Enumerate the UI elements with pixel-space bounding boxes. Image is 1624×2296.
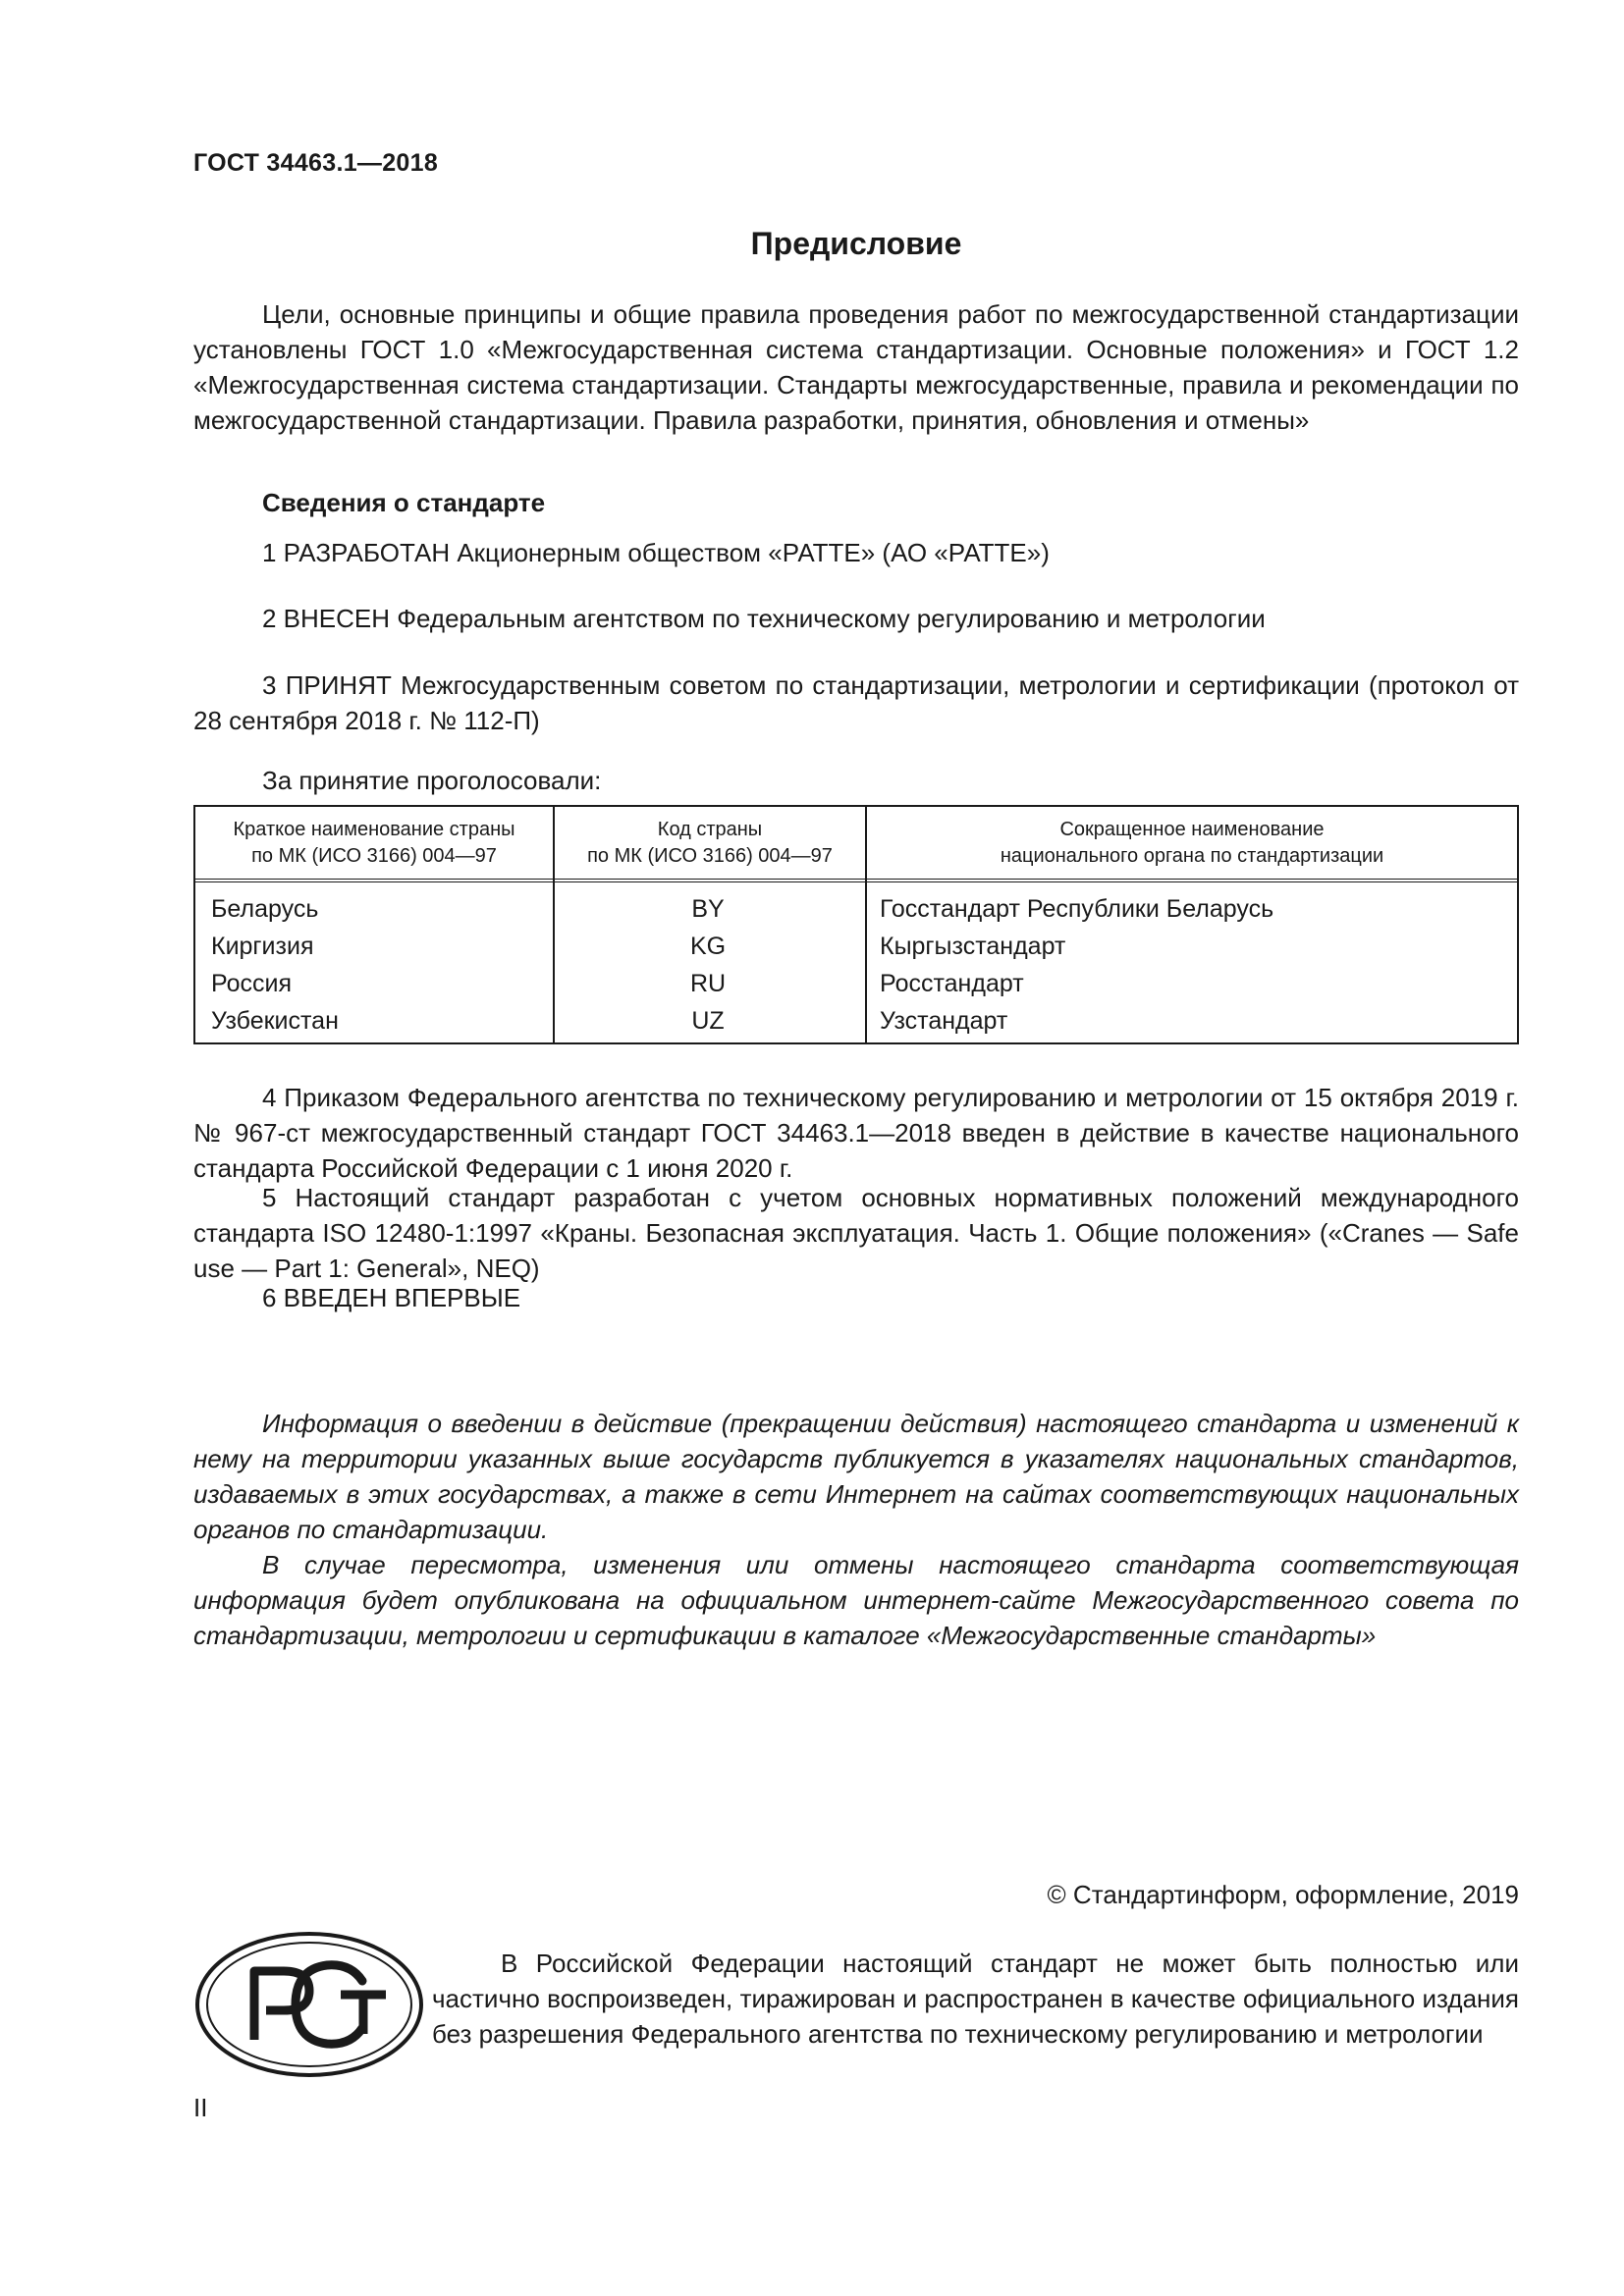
copyright-line: © Стандартинформ, оформление, 2019 xyxy=(1047,1880,1519,1909)
intro-paragraph: Цели, основные принципы и общие правила проведения работ по межгосударственной стандартизации установлены ГОСТ 1.0 «Межгосударственная система стандартизации. Основные положения» и ГОСТ 1.2 «Межгосударственная система стандартизации. Стандарты межгосударственные, правила и рекомендации по межгосударственной стандартизации. Правила разработки, принятия, обновления и отмены» xyxy=(193,299,1519,435)
item-adopted: 3 ПРИНЯТ Межгосударственным советом по стандартизации, метрологии и сертификации (протокол от 28 сентября 2018 г. № 112-П) xyxy=(193,670,1519,735)
column-header-line: по МК (ИСО 3166) 004—97 xyxy=(251,845,497,867)
body-cell: Госстандарт Республики Беларусь xyxy=(880,895,1274,923)
voting-table xyxy=(193,805,1519,1044)
rights-notice: В Российской Федерации настоящий стандарт не может быть полностью или частично воспроизведен, тиражирован и распространен в качестве официального издания без разрешения Федерального агентства по техническому регулированию и метрологии xyxy=(432,1949,1519,2049)
code-cell: KG xyxy=(689,933,727,960)
item-developed: 1 РАЗРАБОТАН Акционерным обществом «РАТТЕ» (АО «РАТТЕ») xyxy=(262,538,1050,567)
rst-logo-icon xyxy=(193,1930,425,2079)
column-header-line: по МК (ИСО 3166) 004—97 xyxy=(587,845,833,867)
note-information: Информация о введении в действие (прекращении действия) настоящего стандарта и изменений к нему на территории указанных выше государств публикуется в указателях национальных стандартов, издаваемых в этих государствах, а также в сети Интернет на сайтах соответствующих национальных органов по стандартизации. xyxy=(193,1409,1519,1544)
country-cell: Узбекистан xyxy=(211,1007,339,1035)
country-cell: Киргизия xyxy=(211,933,314,960)
item-based-on: 5 Настоящий стандарт разработан с учетом основных нормативных положений международного стандарта ISO 12480-1:1997 «Краны. Безопасная эксплуатация. Часть 1. Общие положения» («Cranes — Safe use — Part 1: General», NEQ) xyxy=(193,1183,1519,1283)
column-header-line: Код страны xyxy=(657,819,763,840)
note-revision: В случае пересмотра, изменения или отмены настоящего стандарта соответствующая информация будет опубликована на официальном интернет-сайте Межгосударственного совета по стандартизации, метрологии и сертификации в каталоге «Межгосударственные стандарты» xyxy=(193,1550,1519,1650)
body-cell: Кыргызстандарт xyxy=(880,933,1066,960)
code-cell: BY xyxy=(691,895,725,923)
body-cell: Узстандарт xyxy=(880,1007,1008,1035)
country-cell: Беларусь xyxy=(211,895,319,923)
column-header-code xyxy=(555,817,865,870)
page-number: II xyxy=(193,2093,208,2122)
column-header-body xyxy=(867,817,1517,870)
column-header-country xyxy=(195,817,553,870)
code-cell: RU xyxy=(689,970,727,997)
table-row xyxy=(195,890,1517,928)
document-id-header: ГОСТ 34463.1—2018 xyxy=(193,149,439,177)
column-header-line: Краткое наименование страны xyxy=(233,819,515,840)
info-heading: Сведения о стандарте xyxy=(262,488,546,517)
voted-label: За принятие проголосовали: xyxy=(262,766,602,795)
code-cell: UZ xyxy=(691,1007,725,1035)
table-row xyxy=(195,928,1517,965)
body-cell: Росстандарт xyxy=(880,970,1024,997)
item-submitted: 2 ВНЕСЕН Федеральным агентством по техническому регулированию и метрологии xyxy=(262,604,1266,633)
column-header-line: национального органа по стандартизации xyxy=(1000,845,1384,867)
item-order: 4 Приказом Федерального агентства по техническому регулированию и метрологии от 15 октября 2019 г. № 967-ст межгосударственный стандарт ГОСТ 34463.1—2018 введен в действие в качестве национального стандарта Российской Федерации с 1 июня 2020 г. xyxy=(193,1083,1519,1183)
page-title: Предисловие xyxy=(750,226,962,261)
item-first-introduced: 6 ВВЕДЕН ВПЕРВЫЕ xyxy=(262,1283,521,1312)
country-cell: Россия xyxy=(211,970,292,997)
table-row xyxy=(195,1002,1517,1040)
table-row xyxy=(195,965,1517,1002)
column-header-line: Сокращенное наименование xyxy=(1059,819,1325,840)
